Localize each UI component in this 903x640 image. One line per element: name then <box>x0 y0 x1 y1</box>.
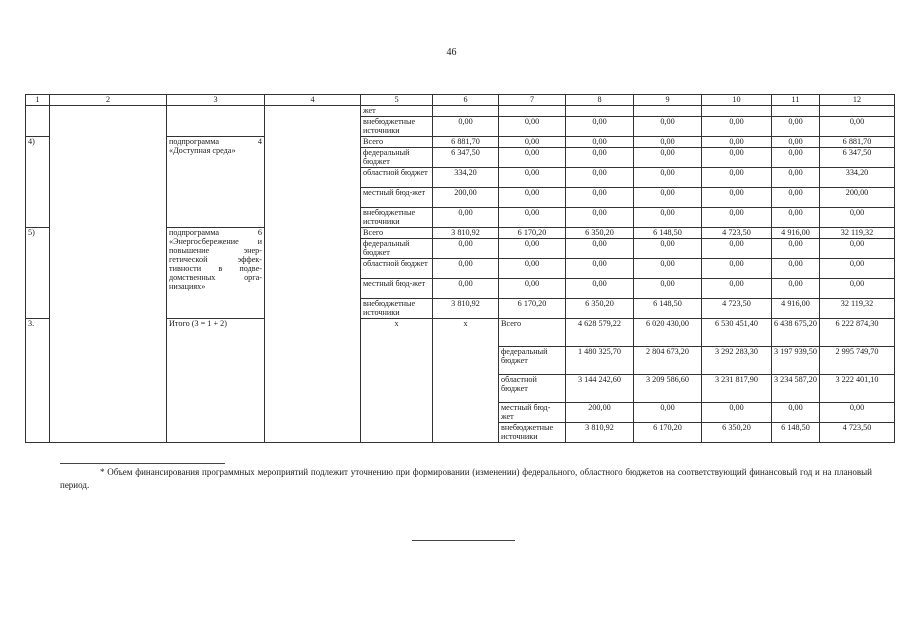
value-cell: 3 209 586,60 <box>634 375 702 403</box>
value-cell: 3 810,92 <box>566 423 634 443</box>
value-cell: 0,00 <box>499 137 566 148</box>
value-cell: 0,00 <box>702 259 772 279</box>
program-cell: подпрограмма 6 «Энергосбережение и повышение энер-гетической эффек-тивности в подве-домственных орга-низациях» <box>167 228 265 319</box>
source-cell: местный бюд-жет <box>499 403 566 423</box>
value-cell: 6 347,50 <box>433 148 499 168</box>
header-cell: 6 <box>433 95 499 106</box>
header-cell: 1 <box>26 95 50 106</box>
value-cell: 6 347,50 <box>820 148 895 168</box>
value-cell: 6 881,70 <box>820 137 895 148</box>
value-cell: 0,00 <box>433 117 499 137</box>
value-cell: 4 916,00 <box>772 228 820 239</box>
value-cell: 4 723,50 <box>702 228 772 239</box>
footnote-divider <box>60 463 225 464</box>
program-cell <box>167 106 265 137</box>
source-cell: жет <box>361 106 433 117</box>
source-cell: Всего <box>361 137 433 148</box>
value-cell: 0,00 <box>634 148 702 168</box>
table-row <box>26 106 895 117</box>
value-cell: 0,00 <box>820 259 895 279</box>
value-cell: 0,00 <box>499 239 566 259</box>
value-cell: 0,00 <box>566 117 634 137</box>
financing-table <box>25 94 895 443</box>
header-cell: 8 <box>566 95 634 106</box>
value-cell: 0,00 <box>772 117 820 137</box>
value-cell: 0,00 <box>634 188 702 208</box>
source-cell: областной бюджет <box>361 168 433 188</box>
footnote: * Объем финансирования программных мероприятий подлежит уточнению при формировании (изменении) федерального, областного бюджетов на соответствующий финансовый год и на плановый период. <box>60 467 872 490</box>
value-cell: 6 222 874,30 <box>820 319 895 347</box>
value-cell: 0,00 <box>433 239 499 259</box>
value-cell: 1 480 325,70 <box>566 347 634 375</box>
header-cell: 12 <box>820 95 895 106</box>
value-cell: 0,00 <box>566 239 634 259</box>
header-cell: 9 <box>634 95 702 106</box>
value-cell: 0,00 <box>634 239 702 259</box>
value-cell: 6 350,20 <box>702 423 772 443</box>
number-cell: 5) <box>26 228 50 319</box>
col4-cell: х <box>433 319 499 443</box>
value-cell: 0,00 <box>772 239 820 259</box>
value-cell: 0,00 <box>772 259 820 279</box>
value-cell: 6 148,50 <box>634 228 702 239</box>
col4-cell <box>265 106 361 443</box>
value-cell: 0,00 <box>702 279 772 299</box>
source-cell: федеральный бюджет <box>499 347 566 375</box>
value-cell: 0,00 <box>634 279 702 299</box>
header-cell: 7 <box>499 95 566 106</box>
value-cell: 0,00 <box>566 148 634 168</box>
value-cell: 0,00 <box>820 117 895 137</box>
value-cell: 6 148,50 <box>634 299 702 319</box>
value-cell: 0,00 <box>566 168 634 188</box>
value-cell: 0,00 <box>820 403 895 423</box>
value-cell: 0,00 <box>566 137 634 148</box>
value-cell: 6 350,20 <box>566 228 634 239</box>
value-cell: 3 144 242,60 <box>566 375 634 403</box>
value-cell: 4 916,00 <box>772 299 820 319</box>
value-cell: 3 197 939,50 <box>772 347 820 375</box>
value-cell: 6 170,20 <box>634 423 702 443</box>
value-cell: 6 350,20 <box>566 299 634 319</box>
value-cell: 6 438 675,20 <box>772 319 820 347</box>
value-cell: 0,00 <box>820 208 895 228</box>
value-cell: 6 170,20 <box>499 299 566 319</box>
source-cell: местный бюд-жет <box>361 188 433 208</box>
value-cell: 0,00 <box>702 403 772 423</box>
value-cell: 0,00 <box>634 137 702 148</box>
value-cell: 32 119,32 <box>820 299 895 319</box>
value-cell: 0,00 <box>433 259 499 279</box>
value-cell: 6 020 430,00 <box>634 319 702 347</box>
value-cell: 0,00 <box>433 279 499 299</box>
header-cell: 4 <box>265 95 361 106</box>
program-cell: подпрограмма 4 «Доступная среда» <box>167 137 265 228</box>
value-cell: 0,00 <box>566 279 634 299</box>
source-cell: внебюджетные источники <box>361 117 433 137</box>
value-cell: 6 170,20 <box>499 228 566 239</box>
source-cell: федеральный бюджет <box>361 239 433 259</box>
value-cell: 6 881,70 <box>433 137 499 148</box>
value-cell: 6 530 451,40 <box>702 319 772 347</box>
value-cell: 200,00 <box>566 403 634 423</box>
value-cell: 0,00 <box>566 188 634 208</box>
value-cell: 0,00 <box>433 208 499 228</box>
value-cell: 0,00 <box>499 168 566 188</box>
source-cell: Всего <box>499 319 566 347</box>
source-cell: внебюджетные источники <box>361 208 433 228</box>
source-cell: местный бюд-жет <box>361 279 433 299</box>
value-cell: 6 148,50 <box>772 423 820 443</box>
table-header-row <box>26 95 895 106</box>
value-cell: 0,00 <box>634 117 702 137</box>
value-cell: 2 804 673,20 <box>634 347 702 375</box>
value-cell: 4 628 579,22 <box>566 319 634 347</box>
value-cell: 0,00 <box>634 208 702 228</box>
page-number: 46 <box>446 47 457 58</box>
value-cell: 0,00 <box>820 279 895 299</box>
value-cell: 0,00 <box>772 188 820 208</box>
value-cell: 4 723,50 <box>820 423 895 443</box>
value-cell: 0,00 <box>702 137 772 148</box>
value-cell: 0,00 <box>702 168 772 188</box>
header-cell: 11 <box>772 95 820 106</box>
value-cell: 3 234 587,20 <box>772 375 820 403</box>
source-cell: внебюджетные источники <box>499 423 566 443</box>
value-cell: 334,20 <box>433 168 499 188</box>
value-cell: 0,00 <box>772 168 820 188</box>
header-cell: 5 <box>361 95 433 106</box>
value-cell: 0,00 <box>820 239 895 259</box>
value-cell: 0,00 <box>634 168 702 188</box>
value-cell: 0,00 <box>772 148 820 168</box>
value-cell: 200,00 <box>433 188 499 208</box>
value-cell: 0,00 <box>499 117 566 137</box>
number-cell: 4) <box>26 137 50 228</box>
value-cell: 334,20 <box>820 168 895 188</box>
source-cell: областной бюджет <box>361 259 433 279</box>
value-cell: 200,00 <box>820 188 895 208</box>
value-cell: 0,00 <box>772 403 820 423</box>
value-cell: 0,00 <box>566 208 634 228</box>
source-cell: областной бюджет <box>499 375 566 403</box>
value-cell: 3 810,92 <box>433 228 499 239</box>
source-cell: внебюджетные источники <box>361 299 433 319</box>
end-divider <box>412 540 515 541</box>
value-cell: 0,00 <box>499 208 566 228</box>
header-cell: 2 <box>50 95 167 106</box>
value-cell: 0,00 <box>702 148 772 168</box>
header-cell: 10 <box>702 95 772 106</box>
value-cell: 0,00 <box>772 137 820 148</box>
value-cell: 3 292 283,30 <box>702 347 772 375</box>
name-cell <box>50 106 167 443</box>
header-cell: 3 <box>167 95 265 106</box>
value-cell: 3 231 817,90 <box>702 375 772 403</box>
value-cell: 0,00 <box>772 208 820 228</box>
name-cell: Итого (3 = 1 + 2) <box>167 319 265 443</box>
value-cell: 0,00 <box>702 117 772 137</box>
value-cell: 3 222 401,10 <box>820 375 895 403</box>
value-cell: 0,00 <box>634 403 702 423</box>
value-cell: 0,00 <box>702 188 772 208</box>
value-cell: 0,00 <box>566 259 634 279</box>
value-cell: 0,00 <box>499 259 566 279</box>
value-cell: 3 810,92 <box>433 299 499 319</box>
value-cell: 0,00 <box>702 208 772 228</box>
number-cell <box>26 106 50 137</box>
source-cell: Всего <box>361 228 433 239</box>
value-cell: 0,00 <box>634 259 702 279</box>
value-cell: 0,00 <box>499 279 566 299</box>
value-cell: 2 995 749,70 <box>820 347 895 375</box>
program-cell: х <box>361 319 433 443</box>
value-cell: 4 723,50 <box>702 299 772 319</box>
value-cell: 0,00 <box>499 148 566 168</box>
number-cell: 3. <box>26 319 50 443</box>
value-cell: 32 119,32 <box>820 228 895 239</box>
source-cell: федеральный бюджет <box>361 148 433 168</box>
value-cell: 0,00 <box>702 239 772 259</box>
value-cell: 0,00 <box>499 188 566 208</box>
value-cell: 0,00 <box>772 279 820 299</box>
